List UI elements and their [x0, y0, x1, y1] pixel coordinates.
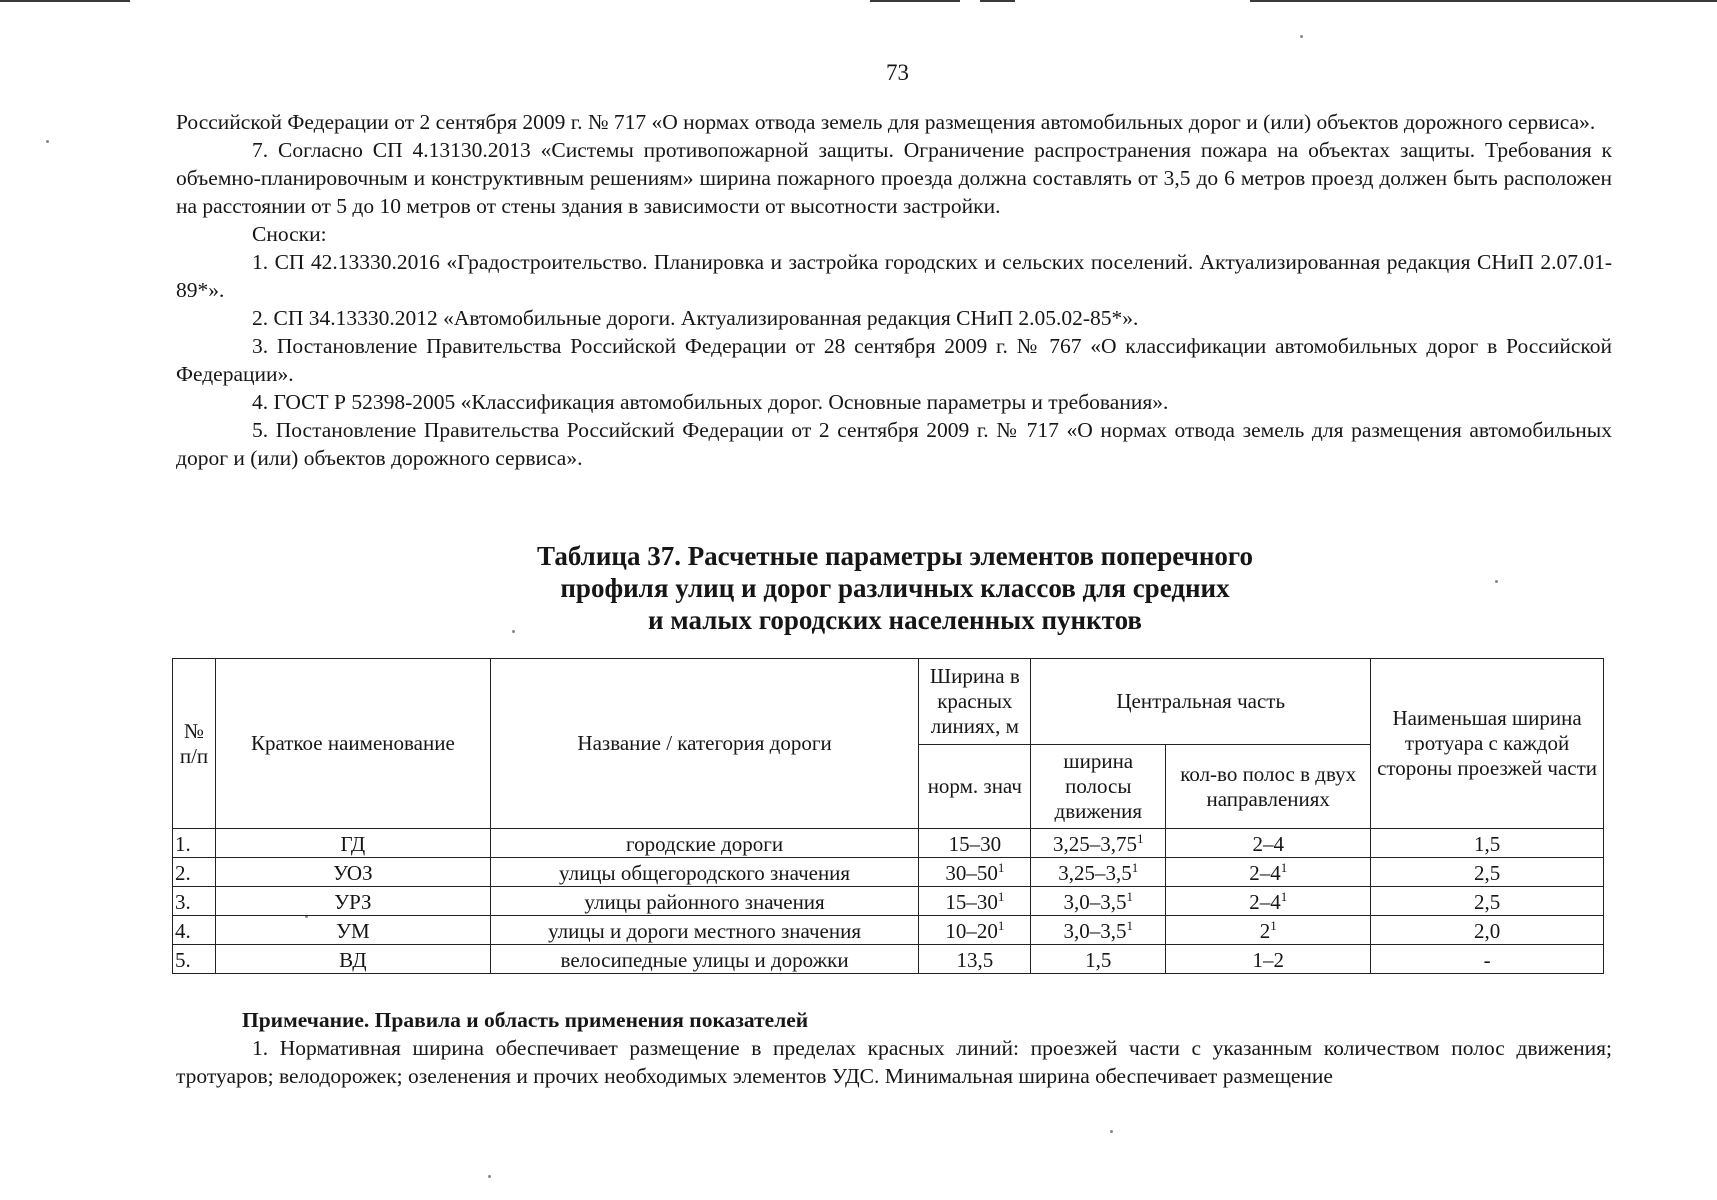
cell-lane-count-value: 2–4 — [1249, 861, 1281, 885]
cell-width — [919, 887, 1031, 916]
cell-lane-count — [1166, 887, 1371, 916]
footnote-ref: 1 — [1131, 860, 1139, 875]
cell-width-value: 10–20 — [945, 919, 998, 943]
cell-num — [173, 945, 216, 974]
cell-sidewalk-value: 1,5 — [1473, 832, 1501, 856]
cell-short-name-value: ВД — [339, 948, 367, 972]
cell-num — [173, 829, 216, 858]
cell-short-name-value: ГД — [340, 832, 366, 856]
cell-category-value: городские дороги — [626, 832, 784, 856]
header-short-name: Краткое наименование — [215, 659, 490, 829]
body-text-top — [176, 108, 1612, 472]
cell-num — [173, 887, 216, 916]
cell-category-value: велосипедные улицы и дорожки — [560, 948, 849, 972]
footnote-item: 3. Постановление Правительства Российской Федерации от 28 сентября 2009 г. № 767 «О классификации автомобильных дорог в Российской Федерации». — [176, 334, 1612, 386]
scan-border-line — [0, 0, 130, 2]
footnote-ref: 1 — [997, 889, 1005, 904]
scan-border-line — [980, 0, 1015, 2]
footnote-item: 5. Постановление Правительства Российский Федерации от 2 сентября 2009 г. № 717 «О нормах отвода земель для размещения автомобильных дорог и (или) объектов дорожного сервиса». — [176, 418, 1612, 470]
cell-short-name — [215, 858, 490, 887]
scan-speck — [1300, 35, 1303, 38]
road-parameters-table — [172, 658, 1604, 974]
table-row — [173, 829, 1604, 858]
cell-short-name-value: УРЗ — [334, 890, 372, 914]
notes-section — [176, 1006, 1612, 1090]
cell-category-value: улицы общегородского значения — [559, 861, 851, 885]
footnote-item: 1. СП 42.13330.2016 «Градостроительство. Планировка и застройка городских и сельских поселений. Актуализированная редакция СНиП 2.07.01-89*». — [176, 250, 1612, 302]
cell-lane-width-value: 1,5 — [1085, 948, 1112, 972]
cell-sidewalk — [1371, 858, 1604, 887]
cell-short-name — [215, 887, 490, 916]
cell-short-name — [215, 945, 490, 974]
cell-sidewalk — [1371, 829, 1604, 858]
header-sidewalk: Наименьшая ширина тротуара с каждой стороны проезжей части — [1371, 659, 1604, 829]
page-number: 73 — [886, 60, 909, 85]
footnote-ref: 1 — [1126, 918, 1134, 933]
cell-num — [173, 916, 216, 945]
scan-speck — [1495, 580, 1498, 583]
footnote-item: 4. ГОСТ Р 52398-2005 «Классификация автомобильных дорог. Основные параметры и требования». — [252, 390, 1169, 414]
scan-speck — [488, 1175, 491, 1178]
header-red-lines-norm: норм. знач — [919, 745, 1031, 829]
cell-num-value: 2. — [175, 861, 191, 885]
cell-lane-count-value: 2 — [1259, 919, 1271, 943]
footnote-ref: 1 — [1280, 860, 1288, 875]
footnote-ref: 1 — [997, 918, 1005, 933]
cell-lane-width — [1031, 858, 1166, 887]
scan-speck — [46, 140, 49, 143]
table-row — [173, 916, 1604, 945]
cell-sidewalk — [1371, 945, 1604, 974]
cell-category — [490, 916, 919, 945]
paragraph: Российской Федерации от 2 сентября 2009 г. № 717 «О нормах отвода земель для размещения автомобильных дорог и (или) объектов дорожного сервиса». — [176, 110, 1596, 134]
cell-lane-count — [1166, 916, 1371, 945]
cell-lane-count — [1166, 945, 1371, 974]
cell-width — [919, 916, 1031, 945]
cell-lane-width — [1031, 887, 1166, 916]
table-title-line: профиля улиц и дорог различных классов для средних — [560, 573, 1230, 603]
cell-width — [919, 945, 1031, 974]
footnotes-heading: Сноски: — [252, 222, 327, 246]
footnote-item: 2. СП 34.13330.2012 «Автомобильные дороги. Актуализированная редакция СНиП 2.05.02-85*». — [252, 306, 1139, 330]
header-lane-count: кол-во полос в двух направлениях — [1166, 745, 1371, 829]
header-category: Название / категория дороги — [490, 659, 919, 829]
cell-width — [919, 858, 1031, 887]
table-row — [173, 945, 1604, 974]
cell-sidewalk — [1371, 887, 1604, 916]
cell-lane-count — [1166, 829, 1371, 858]
cell-lane-width-value: 3,0–3,5 — [1063, 919, 1127, 943]
cell-lane-width-value: 3,25–3,75 — [1053, 832, 1138, 856]
footnote-ref: 1 — [997, 860, 1005, 875]
cell-width — [919, 829, 1031, 858]
cell-short-name-value: УМ — [336, 919, 370, 943]
note-text: 1. Нормативная ширина обеспечивает размещение в пределах красных линий: проезжей части с указанным количеством полос движения; тротуаров; велодорожек; озеленения и прочих необходимых элементов УДС. Минимальная ширина обеспечивает размещение — [176, 1036, 1612, 1088]
cell-lane-count — [1166, 858, 1371, 887]
cell-category — [490, 887, 919, 916]
cell-lane-count-value: 2–4 — [1249, 890, 1281, 914]
cell-category — [490, 945, 919, 974]
cell-category — [490, 829, 919, 858]
cell-num-value: 5. — [175, 948, 191, 972]
cell-sidewalk-value: 2,5 — [1473, 861, 1501, 885]
cell-lane-width — [1031, 829, 1166, 858]
cell-lane-width — [1031, 916, 1166, 945]
cell-short-name — [215, 916, 490, 945]
note-heading: Примечание. Правила и область применения показателей — [242, 1008, 809, 1032]
header-lane-width: ширина полосы движения — [1031, 745, 1166, 829]
table-row — [173, 858, 1604, 887]
cell-sidewalk-value: - — [1483, 948, 1491, 972]
cell-category-value: улицы и дороги местного значения — [548, 919, 862, 943]
footnote-ref: 1 — [1126, 889, 1134, 904]
header-central-part: Центральная часть — [1031, 659, 1371, 745]
table-title-line: Таблица 37. Расчетные параметры элементов поперечного — [537, 541, 1253, 571]
cell-num-value: 1. — [175, 832, 191, 856]
table-row — [173, 887, 1604, 916]
cell-short-name-value: УОЗ — [333, 861, 373, 885]
cell-num-value: 3. — [175, 890, 191, 914]
scan-border-line — [870, 0, 960, 2]
header-red-lines-width: Ширина в красных линиях, м — [919, 659, 1031, 745]
cell-sidewalk — [1371, 916, 1604, 945]
footnote-ref: 1 — [1280, 889, 1288, 904]
cell-lane-count-value: 1–2 — [1252, 948, 1284, 972]
cell-width-value: 30–50 — [945, 861, 998, 885]
cell-sidewalk-value: 2,5 — [1473, 890, 1501, 914]
cell-width-value: 15–30 — [945, 890, 998, 914]
footnote-ref: 1 — [1137, 831, 1144, 846]
cell-sidewalk-value: 2,0 — [1473, 919, 1501, 943]
cell-short-name — [215, 829, 490, 858]
paragraph: 7. Согласно СП 4.13130.2013 «Системы противопожарной защиты. Ограничение распространения пожара на объектах защиты. Требования к объемно-планировочным и конструктивным решениям» ширина пожарного проезда должна составлять от 3,5 до 6 метров проезд должен быть расположен на расстоянии от 5 до 10 метров от стены здания в зависимости от высотности застройки. — [176, 138, 1612, 218]
cell-num-value: 4. — [175, 919, 191, 943]
table-title — [350, 540, 1440, 636]
scan-speck — [1110, 1130, 1113, 1133]
cell-width-value: 15–30 — [948, 832, 1002, 856]
header-num: № п/п — [173, 659, 216, 829]
cell-lane-width — [1031, 945, 1166, 974]
cell-lane-count-value: 2–4 — [1252, 832, 1284, 856]
cell-category-value: улицы районного значения — [584, 890, 825, 914]
cell-width-value: 13,5 — [956, 948, 994, 972]
table-title-line: и малых городских населенных пунктов — [648, 605, 1142, 635]
cell-category — [490, 858, 919, 887]
cell-lane-width-value: 3,25–3,5 — [1058, 861, 1132, 885]
scan-border-line — [1250, 0, 1717, 2]
cell-num — [173, 858, 216, 887]
cell-lane-width-value: 3,0–3,5 — [1063, 890, 1127, 914]
footnote-ref: 1 — [1270, 918, 1277, 933]
